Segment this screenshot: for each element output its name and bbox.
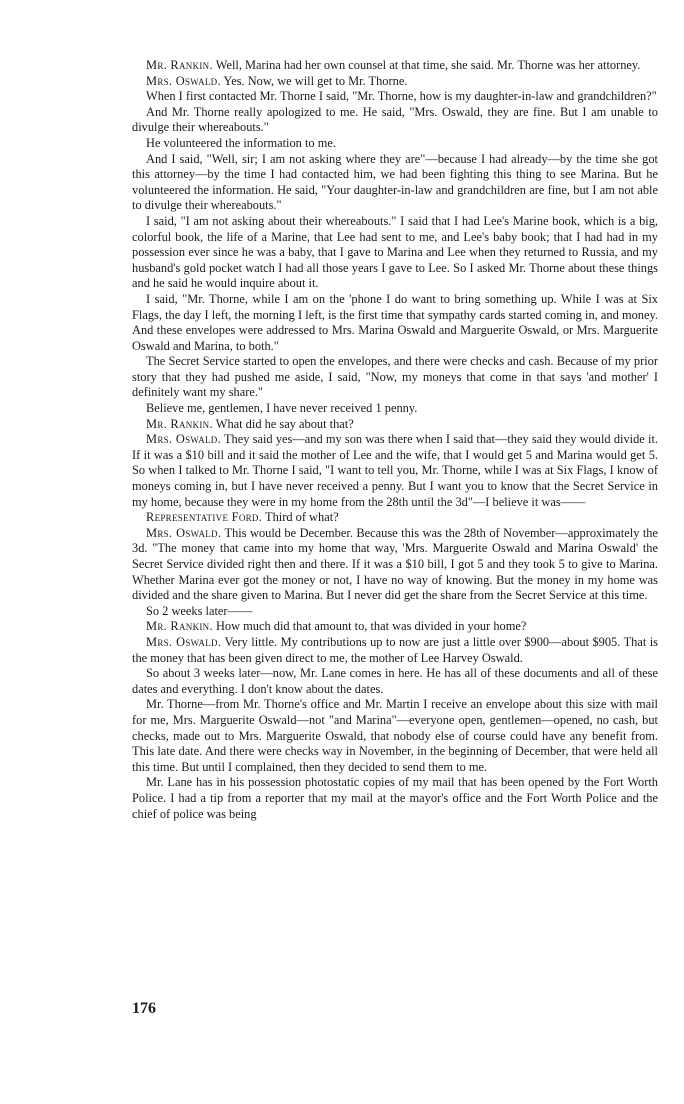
paragraph [132, 604, 658, 620]
paragraph [132, 74, 658, 90]
paragraph [132, 432, 658, 510]
paragraph [132, 354, 658, 401]
paragraph-text: What did he say about that? [212, 416, 354, 431]
paragraph [132, 417, 658, 433]
paragraph-text: This would be December. Because this was the 28th of November—approximately the 3d. "The money that came into my home that way, 'Mrs. Marguerite Oswald and Marina Oswald' the Secret Service divided right then and there. If it was a $10 bill, I got 5 and they took 5 to give to Marina. Whether Marina ever got the money or not, I have no way of knowing. But the money in my home was divided and the share given to Marina. But I never did get the share from the Secret Service at this time. [132, 525, 658, 603]
paragraph [132, 619, 658, 635]
paragraph-text: Mr. Lane has in his possession photostatic copies of my mail that has been opened by the Fort Worth Police. I had a tip from a reporter that my mail at the mayor's office and the Fort Worth Police and the chief of police was being [132, 775, 658, 821]
paragraph-text: So 2 weeks later—— [146, 603, 253, 618]
paragraph [132, 292, 658, 354]
paragraph-text: He volunteered the information to me. [146, 135, 336, 150]
speaker-name: Mr. Rankin. [146, 416, 213, 431]
paragraph-text: So about 3 weeks later—now, Mr. Lane comes in here. He has all of these documents and all of these dates and everything. I don't know about the dates. [132, 666, 658, 696]
paragraph [132, 401, 658, 417]
paragraph [132, 152, 658, 214]
paragraph-text: I said, "Mr. Thorne, while I am on the 'phone I do want to bring something up. While I was at Six Flags, the day I left, the morning I left, is the first time that sympathy cards started coming in, and money. And these envelopes were addressed to Mrs. Marina Oswald and Marguerite Oswald, or Mrs. Marguerite Oswald and Marina, to both." [132, 291, 658, 353]
speaker-name: Mr. Rankin. [146, 58, 213, 72]
speaker-name: Mr. Rankin. [146, 619, 213, 634]
paragraph [132, 526, 658, 604]
paragraph [132, 89, 658, 105]
paragraph-text: Very little. My contributions up to now are just a little over $900—about $905. That is the money that has been given direct to me, the mother of Lee Harvey Oswald. [132, 634, 659, 665]
paragraph-text: Yes. Now, we will get to Mr. Thorne. [220, 73, 408, 88]
paragraph-text: I said, "I am not asking about their whereabouts." I said that I had Lee's Marine book, which is a big, colorful book, the life of a Marine, that Lee had sent to me, and Lee's baby book; that I had had in my possession ever since he was a baby, that I gave to Marina and Lee when they returned to Russia, and my husband's gold pocket watch I had all those years I gave to Lee. So I asked Mr. Thorne about these things and he said he would inquire about it. [132, 213, 658, 291]
speaker-name: Mrs. Oswald. [146, 525, 222, 540]
paragraph-text: Third of what? [262, 510, 339, 525]
paragraph-text: When I first contacted Mr. Thorne I said, "Mr. Thorne, how is my daughter-in-law and grandchildren?" [146, 89, 657, 104]
paragraph [132, 105, 658, 136]
paragraph [132, 697, 658, 775]
speaker-name: Mrs. Oswald. [146, 432, 221, 447]
transcript-page [132, 58, 658, 822]
paragraph-text: And I said, "Well, sir; I am not asking where they are"—because I had already—by the time she got this attorney—by the time I had contacted him, we had been fighting this thing to see Marina. But he volunteered the information. He said, "Your daughter-in-law and grandchildren are fine, but I am not able to divulge their whereabouts." [132, 151, 658, 213]
paragraph [132, 58, 658, 74]
paragraph [132, 666, 658, 697]
paragraph [132, 214, 658, 292]
paragraph-text: Mr. Thorne—from Mr. Thorne's office and Mr. Martin I receive an envelope about this size with mail for me, Mrs. Marguerite Oswald—not "and Marina"—everyone open, gentlemen—opened, no cash, but checks, made out to Mrs. Marguerite Oswald, that nobody else of course could have any benefit from. This late date. And there were checks way in November, in the beginning of December, that were held all this time. But until I complained, then they decided to send them to me. [132, 697, 658, 774]
page-number: 176 [132, 1000, 156, 1017]
speaker-name: Mrs. Oswald. [146, 634, 222, 649]
paragraph-text: How much did that amount to, that was divided in your home? [212, 619, 527, 634]
paragraph-text: And Mr. Thorne really apologized to me. He said, "Mrs. Oswald, they are fine. But I am unable to divulge their whereabouts." [132, 104, 658, 135]
paragraph [132, 775, 658, 822]
paragraph-text: Believe me, gentlemen, I have never received 1 penny. [146, 401, 418, 416]
paragraph [132, 136, 658, 152]
paragraph [132, 510, 658, 526]
speaker-name: Representative Ford. [146, 510, 263, 525]
paragraph-text: Well, Marina had her own counsel at that time, she said. Mr. Thorne was her attorney. [212, 58, 641, 72]
paragraph-text: The Secret Service started to open the envelopes, and there were checks and cash. Because of my prior story that they had pushed me aside, I said, "Now, my moneys that come in that says 'and mother' I definitely want my share." [132, 354, 658, 400]
speaker-name: Mrs. Oswald. [146, 73, 221, 88]
paragraph [132, 635, 658, 666]
paragraph-text: They said yes—and my son was there when I said that—they said they would divide it. If it was a $10 bill and it said the mother of Lee and the wife, that I would get 5 and Marina would get 5. So when I talked to Mr. Thorne I said, "I want to tell you, Mr. Thorne, while I was at Six Flags, I know of moneys coming in, but I have never received a penny. But I want you to know that the Secret Service in my home, because they were in my home from the 28th until the 3d"—I believe it was—— [132, 432, 658, 509]
